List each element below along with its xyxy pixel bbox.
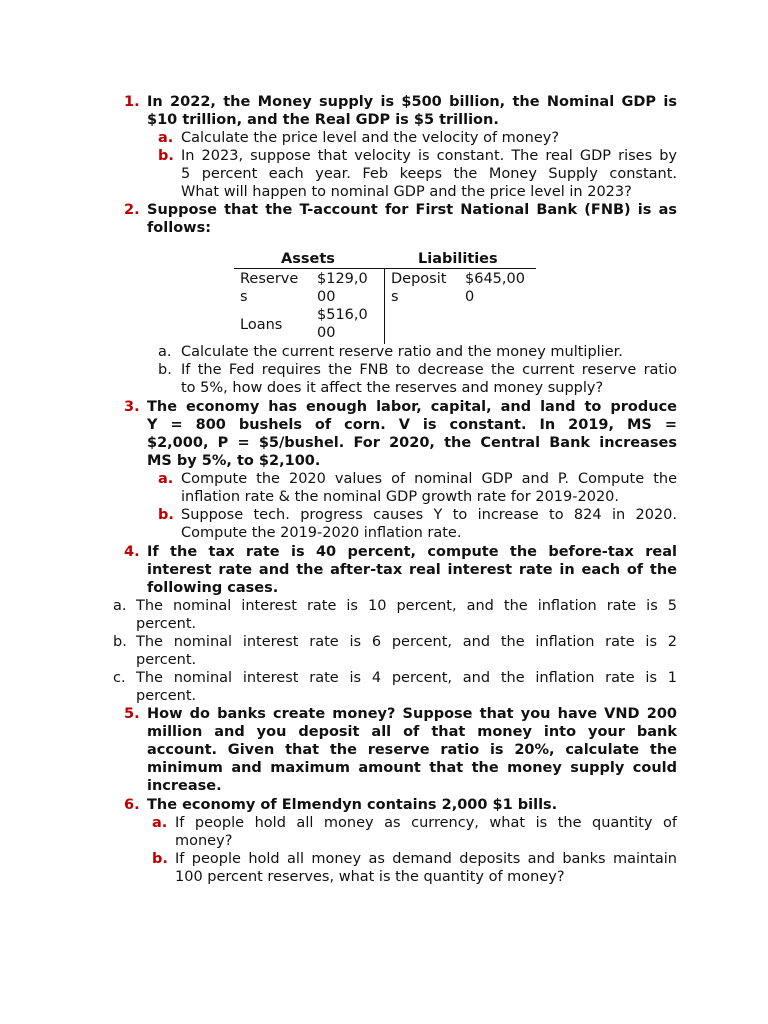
question-text-line: In 2022, the Money supply is $500 billion, the Nominal GDP is (147, 94, 677, 110)
question-text-line: minimum and maximum amount that the money supply could (147, 760, 677, 776)
question-text-line: The economy has enough labor, capital, and land to produce (147, 399, 677, 415)
t-account-horizontal-rule (234, 268, 536, 269)
deposits-value: $645,00 (465, 271, 525, 287)
sub-question-text: The nominal interest rate is 10 percent, and the inflation rate is 5 (136, 598, 677, 614)
assets-header: Assets (281, 251, 335, 267)
question-text-line: account. Given that the reserve ratio is 20%, calculate the (147, 742, 677, 758)
question-text-line: Suppose that the T-account for First National Bank (FNB) is as (147, 202, 677, 218)
sub-label: a. (158, 130, 174, 146)
reserves-value: 00 (317, 289, 336, 305)
sub-label: a. (113, 598, 127, 614)
sub-question-text: percent. (136, 688, 197, 704)
question-number: 3. (124, 399, 140, 415)
sub-question-text: If the Fed requires the FNB to decrease the current reserve ratio (181, 362, 677, 378)
sub-question-text: If people hold all money as currency, what is the quantity of (175, 815, 677, 831)
sub-question-text: inflation rate & the nominal GDP growth rate for 2019-2020. (181, 489, 620, 505)
loans-value: $516,0 (317, 307, 368, 323)
reserves-value: $129,0 (317, 271, 368, 287)
sub-label: a. (158, 344, 172, 360)
question-text-line: MS by 5%, to $2,100. (147, 453, 321, 469)
question-text-line: increase. (147, 778, 222, 794)
question-text-line: follows: (147, 220, 211, 236)
sub-label: b. (113, 634, 127, 650)
question-text-line: $10 trillion, and the Real GDP is $5 trillion. (147, 112, 499, 128)
loans-value: 00 (317, 325, 336, 341)
deposits-label: Deposit (391, 271, 447, 287)
question-number: 2. (124, 202, 140, 218)
sub-question-text: Compute the 2019-2020 inflation rate. (181, 525, 462, 541)
t-account-vertical-rule (384, 268, 385, 344)
question-text-line: million and you deposit all of that money into your bank (147, 724, 677, 740)
sub-question-text: money? (175, 833, 233, 849)
sub-label: b. (152, 851, 168, 867)
sub-question-text: If people hold all money as demand deposits and banks maintain (175, 851, 677, 867)
deposits-label: s (391, 289, 399, 305)
question-number: 1. (124, 94, 140, 110)
sub-question-text: to 5%, how does it affect the reserves and money supply? (181, 380, 604, 396)
question-number: 6. (124, 797, 140, 813)
sub-question-text: Calculate the current reserve ratio and the money multiplier. (181, 344, 623, 360)
question-text-line: interest rate and the after-tax real interest rate in each of the (147, 562, 677, 578)
sub-label: b. (158, 507, 174, 523)
sub-question-text: What will happen to nominal GDP and the price level in 2023? (181, 184, 632, 200)
liabilities-header: Liabilities (418, 251, 498, 267)
sub-question-text: In 2023, suppose that velocity is constant. The real GDP rises by (181, 148, 677, 164)
reserves-label: s (240, 289, 248, 305)
sub-question-text: Calculate the price level and the velocity of money? (181, 130, 560, 146)
sub-question-text: Suppose tech. progress causes Y to increase to 824 in 2020. (181, 507, 677, 523)
question-number: 4. (124, 544, 140, 560)
question-text-line: Y = 800 bushels of corn. V is constant. In 2019, MS = (147, 417, 677, 433)
sub-question-text: percent. (136, 616, 197, 632)
reserves-label: Reserve (240, 271, 299, 287)
question-text-line: How do banks create money? Suppose that you have VND 200 (147, 706, 677, 722)
question-number: 5. (124, 706, 140, 722)
sub-question-text: The nominal interest rate is 6 percent, and the inflation rate is 2 (136, 634, 677, 650)
sub-label: c. (113, 670, 126, 686)
question-text-line: $2,000, P = $5/bushel. For 2020, the Central Bank increases (147, 435, 677, 451)
sub-question-text: Compute the 2020 values of nominal GDP and P. Compute the (181, 471, 677, 487)
sub-label: a. (158, 471, 174, 487)
sub-question-text: 100 percent reserves, what is the quantity of money? (175, 869, 565, 885)
sub-label: b. (158, 148, 174, 164)
question-text-line: The economy of Elmendyn contains 2,000 $1 bills. (147, 797, 558, 813)
sub-question-text: 5 percent each year. Feb keeps the Money Supply constant. (181, 166, 677, 182)
sub-label: b. (158, 362, 172, 378)
question-text-line: If the tax rate is 40 percent, compute the before-tax real (147, 544, 677, 560)
sub-label: a. (152, 815, 168, 831)
question-text-line: following cases. (147, 580, 279, 596)
loans-label: Loans (240, 317, 283, 333)
sub-question-text: The nominal interest rate is 4 percent, and the inflation rate is 1 (136, 670, 677, 686)
sub-question-text: percent. (136, 652, 197, 668)
deposits-value: 0 (465, 289, 475, 305)
